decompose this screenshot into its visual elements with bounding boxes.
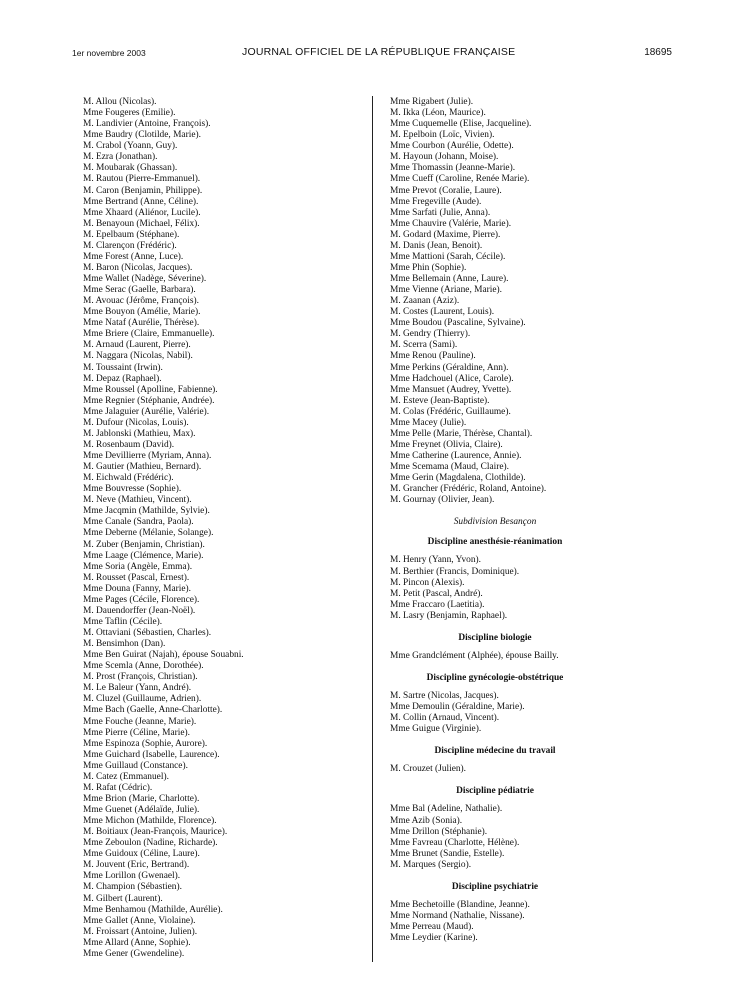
list-item: M. Cluzel (Guillaume, Adrien).: [83, 694, 202, 705]
list-item: Mme Michon (Mathilde, Florence).: [83, 816, 217, 827]
list-item: Mme Deberne (Mélanie, Solange).: [83, 528, 214, 539]
list-item: Mme Mansuet (Audrey, Yvette).: [390, 384, 512, 395]
list-item: Mme Cuquemelle (Elise, Jacqueline).: [390, 119, 532, 130]
list-item: Mme Sarfati (Julie, Anna).: [390, 207, 491, 218]
list-item: M. Zaanan (Aziz).: [390, 296, 460, 307]
discipline-heading: Discipline médecine du travail: [434, 746, 556, 757]
list-item: M. Marques (Sergio).: [390, 859, 472, 870]
list-item: Mme Taflin (Cécile).: [83, 616, 163, 627]
list-item: Mme Pierre (Céline, Marie).: [83, 727, 190, 738]
list-item: Mme Fougeres (Emilie).: [83, 108, 176, 119]
list-item: Mme Wallet (Nadège, Séverine).: [83, 274, 207, 284]
discipline-heading: Discipline anesthésie-réanimation: [427, 537, 563, 548]
list-item: Mme Bouyon (Amélie, Marie).: [83, 307, 201, 318]
list-item: Mme Prevot (Coralie, Laure).: [390, 185, 502, 196]
list-item: M. Boitiaux (Jean-François, Maurice).: [83, 827, 228, 838]
list-item: Mme Briere (Claire, Emmanuelle).: [83, 329, 215, 340]
list-item: Mme Gener (Gwendeline).: [83, 948, 185, 959]
list-item: Mme Scemama (Maud, Claire).: [390, 462, 509, 473]
discipline-heading: Discipline pédiatrie: [456, 786, 534, 797]
list-item: M. Baron (Nicolas, Jacques).: [83, 262, 193, 273]
list-item: Mme Demoulin (Géraldine, Marie).: [390, 702, 525, 713]
list-item: Mme Perreau (Maud).: [390, 922, 474, 932]
list-item: Mme Jalaguier (Aurélie, Valérie).: [83, 406, 210, 417]
list-item: Mme Bach (Gaelle, Anne-Charlotte).: [83, 705, 223, 716]
list-item: M. Depaz (Raphael).: [83, 373, 162, 384]
list-item: M. Le Baleur (Yann, André).: [83, 683, 192, 694]
list-item: Mme Guenet (Adélaïde, Julie).: [83, 805, 200, 815]
list-item: M. Epelboin (Loïc, Vivien).: [390, 130, 495, 141]
list-item: Mme Baudry (Clotilde, Marie).: [83, 130, 201, 141]
list-item: M. Bensimhon (Dan).: [83, 639, 166, 650]
list-item: M. Jouvent (Eric, Bertrand).: [83, 860, 190, 871]
list-item: M. Avouac (Jérôme, François).: [83, 296, 199, 307]
list-item: M. Epelbaum (Stéphane).: [83, 229, 180, 240]
list-item: M. Rousset (Pascal, Ernest).: [83, 572, 190, 583]
list-item: Mme Guichard (Isabelle, Laurence).: [83, 749, 220, 760]
list-item: M. Toussaint (Irwin).: [83, 362, 163, 373]
list-item: Mme Guidoux (Céline, Laure).: [83, 849, 200, 860]
list-item: M. Henry (Yann, Yvon).: [390, 555, 481, 566]
list-item: Mme Roussel (Apolline, Fabienne).: [83, 384, 218, 395]
list-item: Mme Jacqmin (Mathilde, Sylvie).: [83, 506, 210, 517]
list-item: Mme Phin (Sophie).: [390, 262, 467, 273]
list-item: Mme Bouvresse (Sophie).: [83, 484, 182, 495]
list-item: M. Rautou (Pierre-Emmanuel).: [83, 174, 201, 185]
list-item: Mme Pages (Cécile, Florence).: [83, 594, 200, 605]
list-item: Mme Regnier (Stéphanie, Andrée).: [83, 395, 215, 406]
discipline-heading: Discipline biologie: [458, 632, 532, 643]
list-item: Mme Rigabert (Julie).: [390, 97, 474, 107]
list-item: M. Champion (Sébastien).: [83, 882, 182, 893]
list-item: Mme Brion (Marie, Charlotte).: [83, 793, 200, 804]
discipline-heading: Discipline gynécologie-obstétrique: [426, 672, 564, 683]
list-item: Mme Douna (Fanny, Marie).: [83, 583, 191, 594]
list-item: Mme Benhamou (Mathilde, Aurélie).: [83, 904, 223, 915]
list-item: Mme Grandclément (Alphée), épouse Bailly.: [390, 650, 559, 661]
list-item: M. Zuber (Benjamin, Christian).: [83, 539, 205, 550]
list-item: Mme Perkins (Géraldine, Ann).: [390, 362, 509, 373]
list-item: M. Naggara (Nicolas, Nabil).: [83, 351, 193, 362]
list-item: Mme Leydier (Karine).: [390, 933, 478, 944]
subdivision-heading: Subdivision Besançon: [453, 517, 537, 528]
list-item: M. Eichwald (Frédéric).: [83, 473, 174, 484]
list-item: Mme Catherine (Laurence, Annie).: [390, 451, 522, 461]
list-item: Mme Chauvire (Valérie, Marie).: [390, 218, 512, 229]
list-item: Mme Hadchouel (Alice, Carole).: [390, 373, 514, 384]
list-item: Mme Ben Guirat (Najah), épouse Souabni.: [83, 650, 244, 661]
list-item: Mme Soria (Angèle, Emma).: [83, 561, 193, 572]
list-item: Mme Pelle (Marie, Thérèse, Chantal).: [390, 428, 533, 439]
list-item: M. Allou (Nicolas).: [83, 97, 157, 107]
list-item: M. Lasry (Benjamin, Raphael).: [390, 610, 508, 621]
list-item: Mme Nataf (Aurélie, Thérèse).: [83, 318, 200, 329]
list-item: Mme Azib (Sonia).: [390, 815, 463, 826]
list-item: Mme Fregeville (Aude).: [390, 196, 482, 207]
list-item: M. Dauendorffer (Jean-Noël).: [83, 605, 196, 616]
list-item: M. Ezra (Jonathan).: [83, 152, 158, 163]
list-item: Mme Fouche (Jeanne, Marie).: [83, 716, 197, 727]
list-item: Mme Forest (Anne, Luce).: [83, 251, 184, 262]
list-item: M. Colas (Frédéric, Guillaume).: [390, 406, 511, 417]
list-item: Mme Espinoza (Sophie, Aurore).: [83, 738, 208, 749]
list-item: M. Gilbert (Laurent).: [83, 893, 163, 904]
list-item: M. Rosenbaum (David).: [83, 439, 175, 450]
list-item: Mme Devillierre (Myriam, Anna).: [83, 451, 212, 461]
list-item: M. Moubarak (Ghassan).: [83, 163, 178, 174]
list-item: Mme Courbon (Aurélie, Odette).: [390, 141, 514, 152]
list-item: M. Neve (Mathieu, Vincent).: [83, 495, 192, 506]
list-item: M. Gautier (Mathieu, Bernard).: [83, 462, 202, 473]
list-item: Mme Gallet (Anne, Violaine).: [83, 915, 196, 926]
page-header: [72, 44, 672, 64]
list-item: M. Ikka (Léon, Maurice).: [390, 108, 486, 119]
discipline-heading: Discipline psychiatrie: [451, 881, 539, 892]
list-item: Mme Bertrand (Anne, Céline).: [83, 196, 199, 207]
list-item: Mme Boudou (Pascaline, Sylvaine).: [390, 318, 526, 329]
list-item: M. Jablonski (Mathieu, Max).: [83, 428, 196, 439]
list-item: M. Hayoun (Johann, Moise).: [390, 152, 499, 163]
list-item: M. Costes (Laurent, Louis).: [390, 307, 495, 318]
column-divider: [372, 96, 373, 962]
list-item: M. Froissart (Antoine, Julien).: [83, 926, 198, 937]
list-item: Mme Mattioni (Sarah, Cécile).: [390, 251, 506, 262]
journal-title: JOURNAL OFFICIEL DE LA RÉPUBLIQUE FRANÇAISE: [242, 46, 516, 58]
list-item: Mme Brunet (Sandie, Estelle).: [390, 848, 505, 859]
list-item: M. Petit (Pascal, André).: [390, 588, 483, 599]
list-item: M. Gournay (Olivier, Jean).: [390, 495, 495, 506]
list-item: M. Arnaud (Laurent, Pierre).: [83, 340, 191, 351]
list-item: M. Landivier (Antoine, François).: [83, 119, 211, 130]
list-item: Mme Cueff (Caroline, Renée Marie).: [390, 174, 530, 185]
list-item: Mme Serac (Gaelle, Barbara).: [83, 285, 196, 296]
list-item: Mme Vienne (Ariane, Marie).: [390, 285, 502, 296]
list-item: M. Clarençon (Frédéric).: [83, 240, 177, 251]
list-item: M. Gendry (Thierry).: [390, 329, 471, 340]
list-item: M. Benayoun (Michael, Félix).: [83, 218, 200, 229]
list-item: Mme Canale (Sandra, Paola).: [83, 517, 194, 528]
list-item: Mme Gerin (Magdalena, Clothilde).: [390, 473, 526, 484]
list-item: M. Danis (Jean, Benoit).: [390, 240, 483, 251]
list-item: Mme Favreau (Charlotte, Hélène).: [390, 837, 520, 848]
list-item: Mme Bechetoille (Blandine, Jeanne).: [390, 899, 530, 910]
header-date: 1er novembre 2003: [72, 48, 146, 58]
left-column: [83, 97, 365, 960]
list-item: M. Scerra (Sami).: [390, 340, 458, 351]
list-item: Mme Normand (Nathalie, Nissane).: [390, 910, 525, 921]
list-item: M. Catez (Emmanuel).: [83, 771, 169, 782]
list-item: Mme Bellemain (Anne, Laure).: [390, 274, 509, 284]
list-item: M. Collin (Arnaud, Vincent).: [390, 713, 500, 724]
list-item: Mme Macey (Julie).: [390, 417, 467, 428]
list-item: Mme Drillon (Stéphanie).: [390, 826, 488, 837]
list-item: M. Rafat (Cédric).: [83, 782, 153, 793]
list-item: Mme Xhaard (Aliénor, Lucile).: [83, 207, 201, 218]
list-item: M. Prost (François, Christian).: [83, 672, 198, 683]
list-item: Mme Fraccaro (Laetitia).: [390, 599, 485, 610]
list-item: M. Godard (Maxime, Pierre).: [390, 229, 501, 240]
list-item: M. Crabol (Yoann, Guy).: [83, 141, 178, 152]
list-item: Mme Thomassin (Jeanne-Marie).: [390, 163, 516, 174]
list-item: Mme Scemla (Anne, Dorothée).: [83, 661, 204, 672]
list-item: M. Pincon (Alexis).: [390, 577, 465, 588]
list-item: M. Sartre (Nicolas, Jacques).: [390, 691, 499, 701]
list-item: Mme Renou (Pauline).: [390, 351, 476, 362]
list-item: M. Berthier (Francis, Dominique).: [390, 566, 520, 577]
list-item: Mme Allard (Anne, Sophie).: [83, 937, 191, 948]
list-item: Mme Guillaud (Constance).: [83, 760, 188, 771]
list-item: Mme Bal (Adeline, Nathalie).: [390, 804, 503, 815]
list-item: Mme Freynet (Olivia, Claire).: [390, 439, 503, 450]
list-item: Mme Guigue (Virginie).: [390, 724, 482, 735]
page-number: 18695: [644, 47, 672, 58]
list-item: Mme Lorillon (Gwenael).: [83, 871, 181, 882]
right-column: [390, 97, 672, 944]
list-item: M. Dufour (Nicolas, Louis).: [83, 417, 189, 428]
list-item: M. Crouzet (Julien).: [390, 764, 467, 775]
list-item: M. Grancher (Frédéric, Roland, Antoine).: [390, 484, 547, 495]
list-item: M. Caron (Benjamin, Philippe).: [83, 185, 203, 196]
list-item: Mme Laage (Clémence, Marie).: [83, 550, 204, 561]
list-item: M. Esteve (Jean-Baptiste).: [390, 395, 490, 406]
list-item: Mme Zeboulon (Nadine, Richarde).: [83, 838, 218, 849]
list-item: M. Ottaviani (Sébastien, Charles).: [83, 628, 212, 638]
